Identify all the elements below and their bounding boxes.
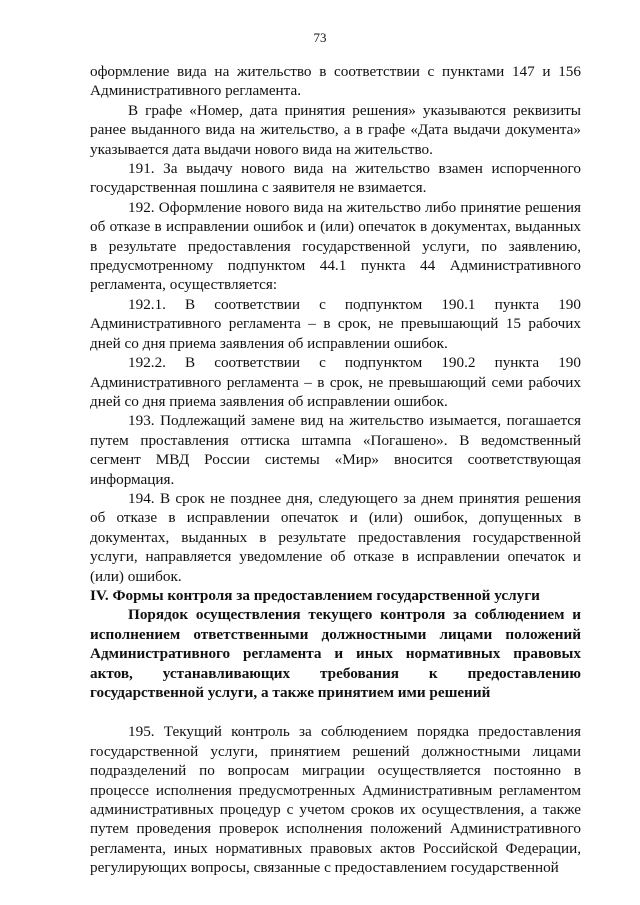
paragraph-194: 194. В срок не позднее дня, следующего за днем принятия решения об отказе в исправлении опечаток и (или) ошибок, допущенных в документах, выданных в результате предоставления государственной услуги, направляется уведомление об отказе в исправлении опечаток и (или) ошибок.	[90, 489, 581, 585]
document-body	[90, 62, 581, 878]
paragraph-192: 192. Оформление нового вида на жительство либо принятие решения об отказе в исправлении ошибок и (или) опечаток в документах, выданных в результате предоставления государственной услуги, по заявлению, предусмотренному подпунктом 44.1 пункта 44 Административного регламента, осуществляется:	[90, 198, 581, 294]
section-heading: IV. Формы контроля за предоставлением государственной услуги	[90, 586, 540, 604]
paragraph-192-2: 192.2. В соответствии с подпунктом 190.2 пункта 190 Административного регламента – в срок, не превышающий семи рабочих дней со дня приема заявления об исправлении ошибок.	[90, 354, 581, 410]
paragraph-193: 193. Подлежащий замене вид на жительство изымается, погашается путем проставления оттиска штампа «Погашено». В ведомственный сегмент МВД России системы «Мир» вносится соответствующая информация.	[90, 412, 581, 488]
paragraph-195: 195. Текущий контроль за соблюдением порядка предоставления государственной услуги, принятием решений должностными лицами подразделений по вопросам миграции осуществляется постоянно в процессе исполнения предусмотренных Административным регламентом административных процедур с учетом сроков их осуществления, а также путем проведения проверок исполнения положений Административного регламента, иных нормативных правовых актов Российской Федерации, регулирующих вопросы, связанные с предоставлением государственной	[90, 723, 581, 877]
paragraph-192-1: 192.1. В соответствии с подпунктом 190.1 пункта 190 Административного регламента – в срок, не превышающий 15 рабочих дней со дня приема заявления об исправлении ошибок.	[90, 295, 581, 352]
subsection-heading: Порядок осуществления текущего контроля за соблюдением и исполнением ответственными должностными лицами положений Административного регламента и иных нормативных правовых актов, устанавливающих требования к предоставлению государственной услуги, а также принятием ими решений	[90, 606, 581, 701]
page-number: 73	[313, 30, 327, 45]
paragraph-continuation: оформление вида на жительство в соответствии с пунктами 147 и 156 Административного регламента.	[90, 63, 581, 100]
paragraph-graph-details: В графе «Номер, дата принятия решения» указываются реквизиты ранее выданного вида на жительство, а в графе «Дата выдачи документа» указывается дата выдачи нового вида на жительство.	[90, 101, 581, 158]
paragraph-191: 191. За выдачу нового вида на жительство взамен испорченного государственная пошлина с заявителя не взимается.	[90, 160, 581, 197]
